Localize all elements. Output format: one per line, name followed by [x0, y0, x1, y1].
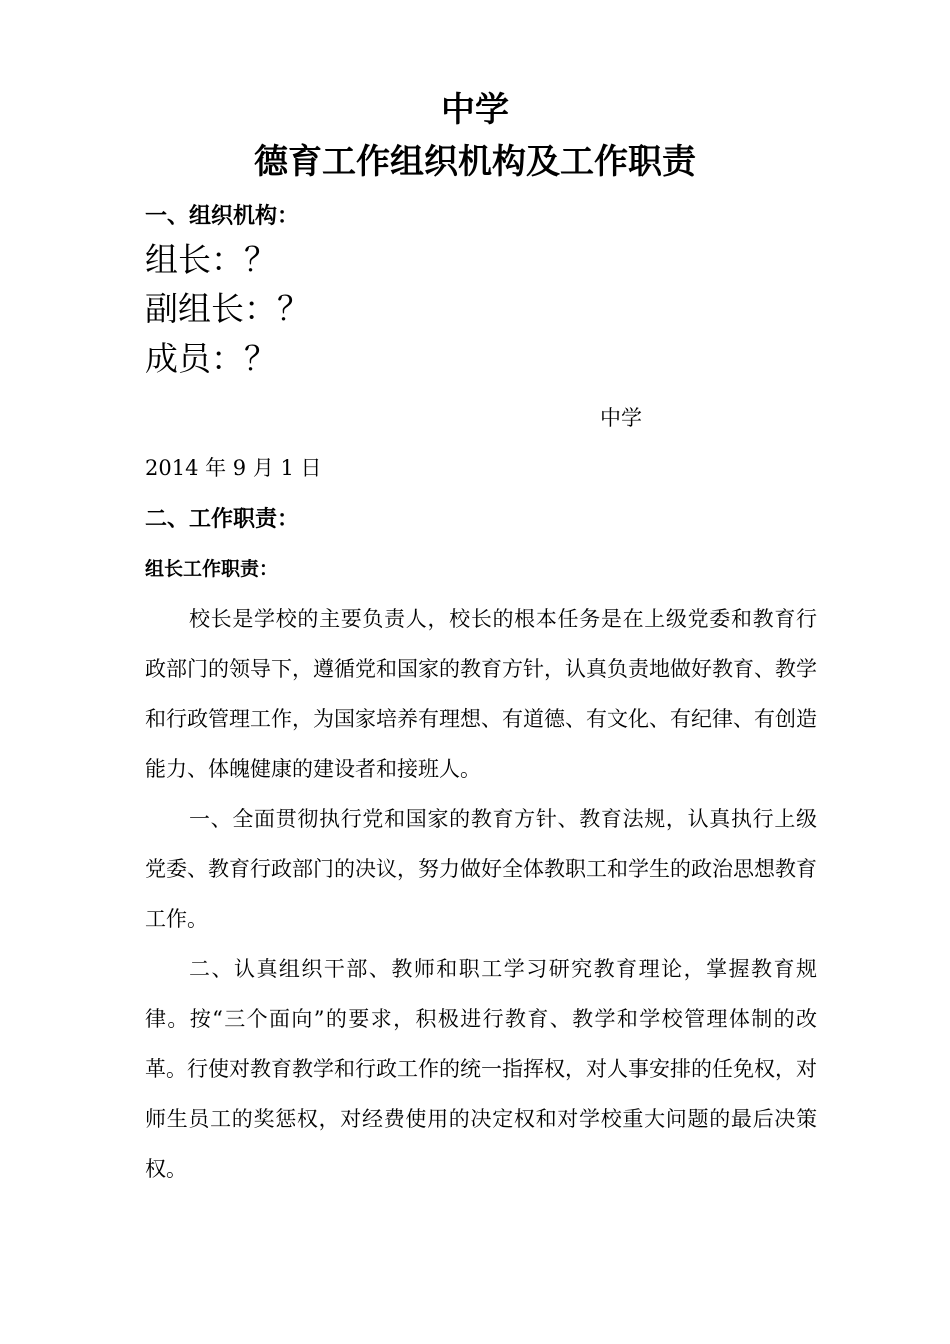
leader-duty-heading: 组长工作职责： — [145, 558, 279, 580]
duty-paragraph-1: 一、全面贯彻执行党和国家的教育方针、教育法规，认真执行上级党委、教育行政部门的决议，努力做好全体教职工和学生的政治思想教育工作。 — [145, 807, 817, 931]
document-date: 2014 年 9 月 1 日 — [145, 456, 322, 480]
section-heading-duties: 二、工作职责： — [145, 507, 300, 532]
leader-line: 组长：？ — [145, 240, 277, 279]
members-line: 成员：？ — [145, 339, 277, 378]
document-title-school: 中学 — [441, 90, 509, 130]
school-signature: 中学 — [600, 406, 642, 430]
section-heading-organization: 一、组织机构： — [145, 204, 300, 229]
vice-leader-line: 副组长：？ — [145, 289, 310, 328]
duty-paragraph-2: 二、认真组织干部、教师和职工学习研究教育理论，掌握教育规律。按“三个面向”的要求，积极进行教育、教学和学校管理体制的改革。行使对教育教学和行政工作的统一指挥权，对人事安排的任免权，对师生员工的奖惩权，对经费使用的决定权和对学校重大问题的最后决策权。 — [145, 957, 817, 1181]
duty-paragraph-intro: 校长是学校的主要负责人，校长的根本任务是在上级党委和教育行政部门的领导下，遵循党和国家的教育方针，认真负责地做好教育、教学和行政管理工作，为国家培养有理想、有道德、有文化、有纪律、有创造能力、体魄健康的建设者和接班人。 — [145, 607, 817, 781]
document-title-main: 德育工作组织机构及工作职责 — [254, 142, 696, 182]
